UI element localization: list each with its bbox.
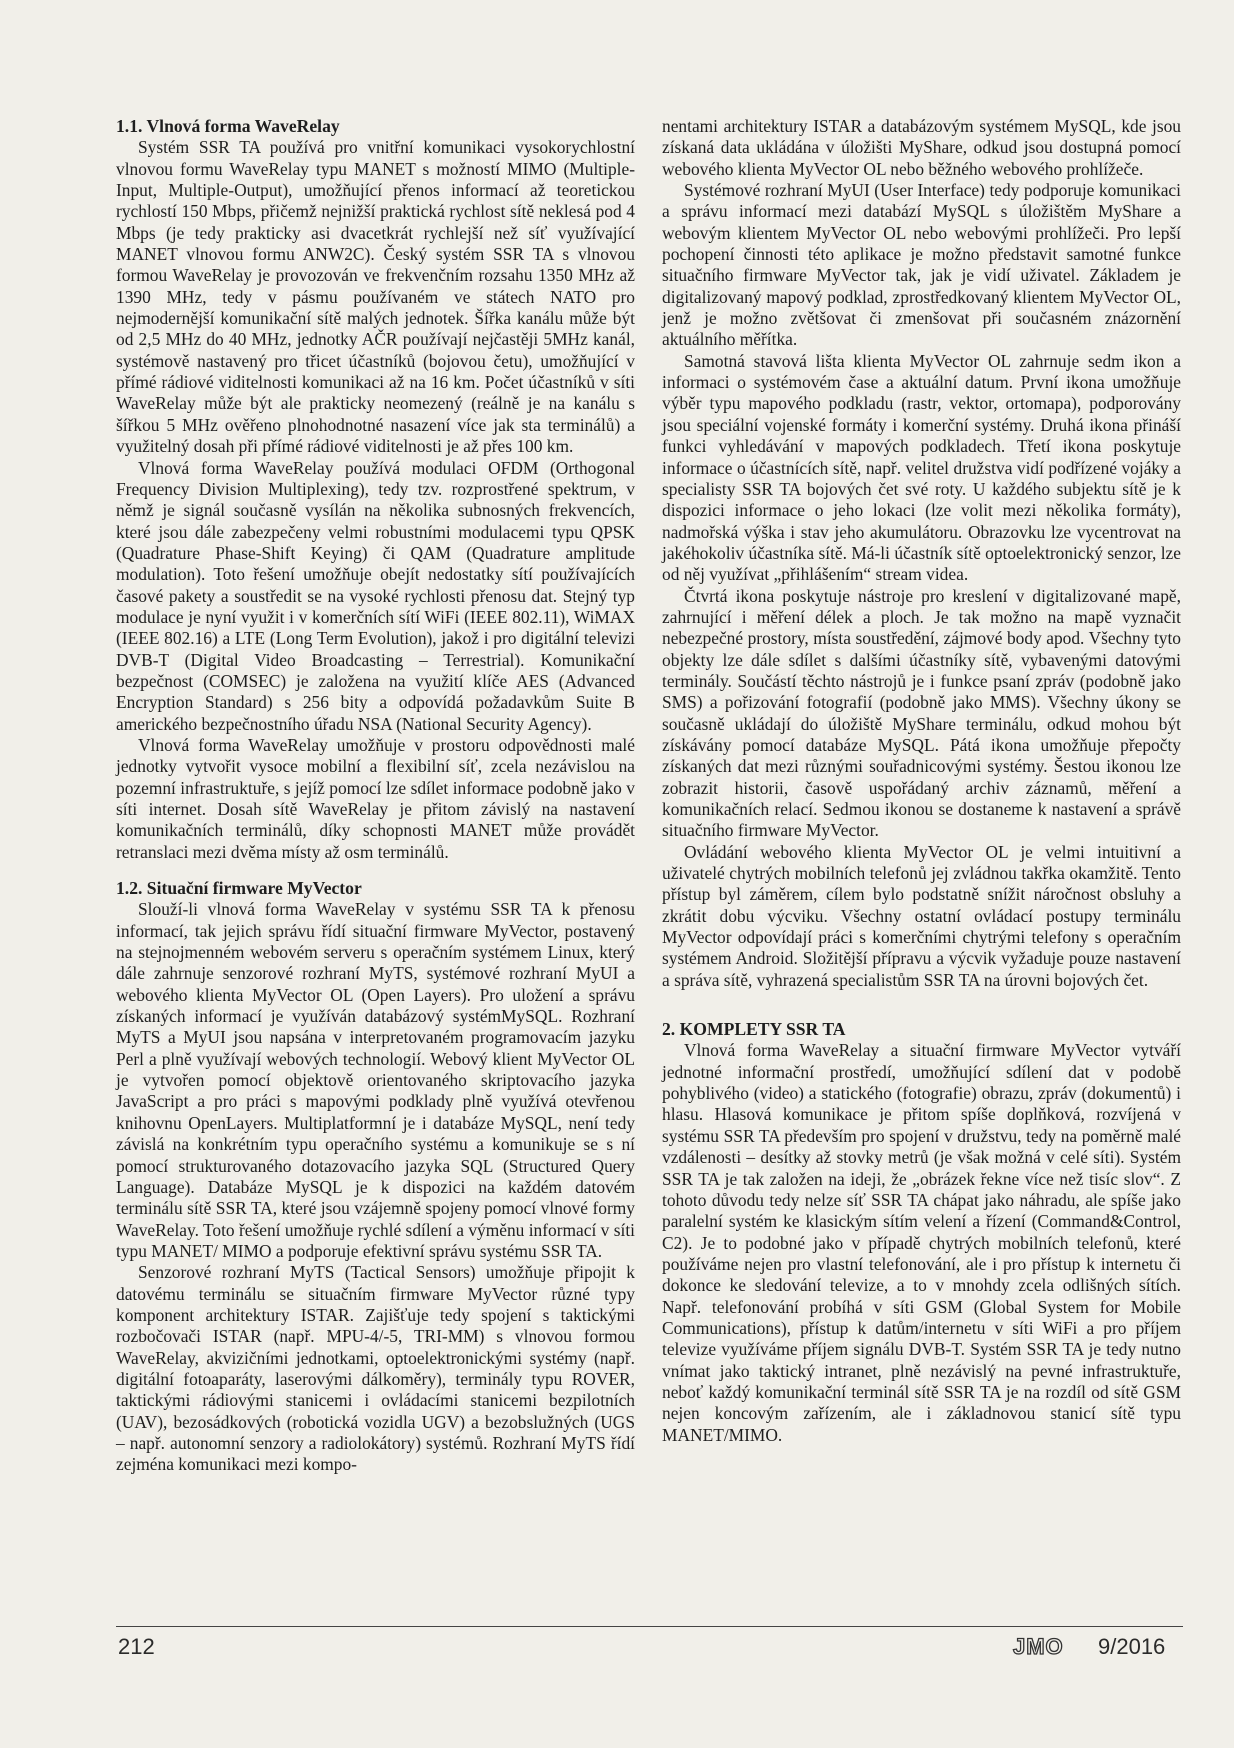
paragraph: Samotná stavová lišta klienta MyVector OL zahrnuje sedm ikon a informaci o systémovém čase a aktuální datum. První ikona umožňuje výběr typu mapového podkladu (rastr, vektor, ortomapa), podporovány jsou speciální vojenské formáty i komerční systémy. Druhá ikona přináší funkci vyhledávání v mapových podkladech. Třetí ikona poskytuje informace o účastnících sítě, např. velitel družstva vidí podřízené vojáky a specialisty SSR TA bojových čet své roty. U každého subjektu sítě je k dispozici informace o jeho lokaci (lze volit mezi několika formáty), nadmořská výška i stav jeho akumulátoru. Obrazovku lze vycentrovat na jakéhokoliv účastníka sítě. Má-li účastník sítě optoelektronický senzor, lze od něj využívat „přihlášením“ stream videa. xyxy=(662,350,1181,585)
right-column xyxy=(662,116,1181,1446)
footer-rule xyxy=(116,1626,1183,1627)
paragraph: nentami architektury ISTAR a databázovým systémem MySQL, kde jsou získaná data ukládána v úložišti MyShare, odkud jsou dostupná pomocí webového klienta MyVector OL nebo běžného webového prohlížeče. xyxy=(662,116,1181,179)
paragraph: Systém SSR TA používá pro vnitřní komunikaci vysokorychlostní vlnovou formu WaveRelay typu MANET s možností MIMO (Multiple-Input, Multiple-Output), umožňující přenos informací až teoretickou rychlostí 150 Mbps, přičemž nejnižší praktická rychlost sítě neklesá pod 4 Mbps (je tedy prakticky asi dvacetkrát rychlejší než síť využívající MANET vlnovou formu ANW2C). Český systém SSR TA s vlnovou formou WaveRelay je provozován ve frekvenčním rozsahu 1350 MHz až 1390 MHz, tedy v pásmu používaném ve státech NATO pro nejmodernější komunikační sítě malých jednotek. Šířka kanálu může být od 2,5 MHz do 40 MHz, jednotky AČR používají nejčastěji 5MHz kanál, systémově nastavený pro třicet účastníků (bojovou četu), umožňující v přímé rádiové viditelnosti komunikaci až na 16 km. Počet účastníků v síti WaveRelay může být ale prakticky neomezený (reálně je na kanálu s šířkou 5 MHz ověřeno plnohodnotné nasazení více jak sta terminálů) a využitelný dosah při přímé rádiové viditelnosti je až přes 100 km. xyxy=(116,137,635,457)
paragraph: Vlnová forma WaveRelay používá modulaci OFDM (Orthogonal Frequency Division Multiplexing), tedy tzv. rozprostřené spektrum, v němž je signál současně vysílán na několika subnosných frekvencích, které jsou dále zabezpečeny velmi robustními modulacemi typu QPSK (Quadrature Phase-Shift Keying) či QAM (Quadrature amplitude modulation). Toto řešení umožňuje obejít nedostatky sítí používajících časové pakety a soustředit se na vysoké rychlosti přenosu dat. Stejný typ modulace je nyní využit i v komerčních sítí WiFi (IEEE 802.11), WiMAX (IEEE 802.16) a LTE (Long Term Evolution), jakož i pro digitální televizi DVB-T (Digital Video Broadcasting – Terrestrial). Komunikační bezpečnost (COMSEC) je založena na využití klíče AES (Advanced Encryption Standard) s 256 bity a odpovídá požadavkům Suite B amerického bezpečnostního úřadu NSA (National Security Agency). xyxy=(116,457,635,734)
paragraph: Systémové rozhraní MyUI (User Interface) tedy podporuje komunikaci a správu informací mezi databází MySQL s úložištěm MyShare a webovým klientem MyVector OL nebo webovými prohlížeči. Pro lepší pochopení činnosti této aplikace je možno představit samotné funkce situačního firmware MyVector tak, jak je vidí uživatel. Základem je digitalizovaný mapový podklad, zprostředkovaný klientem MyVector OL, jenž je možno zvětšovat či zmenšovat při současném znázornění aktuálního měřítka. xyxy=(662,180,1181,350)
issue-number: 9/2016 xyxy=(1098,1634,1166,1659)
section-heading-1-1: 1.1. Vlnová forma WaveRelay xyxy=(116,116,340,136)
page-number: 212 xyxy=(118,1634,155,1659)
paragraph: Ovládání webového klienta MyVector OL je velmi intuitivní a uživatelé chytrých mobilních telefonů jej zvládnou takřka okamžitě. Tento přístup byl záměrem, cílem bylo podstatně snížit náročnost obsluhy a zkrátit dobu výcviku. Všechny ostatní ovládací postupy terminálu MyVector odpovídají práci s komerčními chytrými telefony s operačním systémem Android. Složitější přípravu a výcvik vyžaduje pouze nastavení a správa sítě, vyhrazená specialistům SSR TA na úrovni bojových čet. xyxy=(662,841,1181,990)
paragraph: Slouží-li vlnová forma WaveRelay v systému SSR TA k přenosu informací, tak jejich správu řídí situační firmware MyVector, postavený na stejnojmenném webovém serveru s operačním systémem Linux, který dále zahrnuje senzorové rozhraní MyTS, systémové rozhraní MyUI a webového klienta MyVector OL (Open Layers). Pro uložení a správu získaných informací je využíván databázový systémMySQL. Rozhraní MyTS a MyUI jsou napsána v interpretovaném programovacím jazyku Perl a plně využívají webových technologií. Webový klient MyVector OL je vytvořen pomocí objektově orientovaného skriptovacího jazyka JavaScript a pro práci s mapovými podklady plně využívá otevřenou knihovnu OpenLayers. Multiplatformní je i databáze MySQL, není tedy závislá na konkrétním typu operačního systému a komunikuje se s ní pomocí strukturovaného dotazovacího jazyka SQL (Structured Query Language). Databáze MySQL je k dispozici na každém datovém terminálu sítě SSR TA, které jsou vzájemně spojeny pomocí vlnové formy WaveRelay. Toto řešení umožňuje rychlé sdílení a výměnu informací v síti typu MANET/ MIMO a podporuje efektivní správu systému SSR TA. xyxy=(116,899,635,1261)
journal-logo: JMO xyxy=(1013,1634,1064,1659)
paragraph: Vlnová forma WaveRelay umožňuje v prostoru odpovědnosti malé jednotky vytvořit vysoce mobilní a flexibilní síť, zcela nezávislou na pozemní infrastruktuře, s jejíž pomocí lze sdílet informace podobně jako v síti internet. Dosah sítě WaveRelay je přitom závislý na nastavení komunikačních terminálů, díky schopnosti MANET může provádět retranslaci mezi dvěma místy až osm terminálů. xyxy=(116,734,635,862)
paragraph: Čtvrtá ikona poskytuje nástroje pro kreslení v digitalizované mapě, zahrnující i měření délek a ploch. Je tak možno na mapě vyznačit nebezpečné prostory, místa soustředění, zájmové body apod. Všechny tyto objekty lze dále sdílet s dalšími účastníky sítě, vybavenými datovými terminály. Součástí těchto nástrojů je i funkce psaní zpráv (podobně jako SMS) a pořizování fotografií (podobně jako MMS). Všechny úkony se současně ukládají do úložiště MyShare terminálu, odkud mohou být získávány pomocí databáze MySQL. Pátá ikona umožňuje přepočty získaných dat mezi různými souřadnicovými systémy. Šestou ikonou lze zobrazit historii, časově uspořádaný archiv záznamů, měření a komunikačních relací. Sedmou ikonou se dostaneme k nastavení a správě situačního firmware MyVector. xyxy=(662,585,1181,841)
section-heading-1-2: 1.2. Situační firmware MyVector xyxy=(116,878,362,899)
section-heading-2: 2. KOMPLETY SSR TA xyxy=(662,1019,846,1040)
left-column xyxy=(116,116,635,1476)
paragraph: Senzorové rozhraní MyTS (Tactical Sensors) umožňuje připojit k datovému terminálu se situačním firmware MyVector různé typy komponent architektury ISTAR. Zajišťuje tedy spojení s taktickými rozbočovači ISTAR (např. MPU-4/-5, TRI-MM) s vlnovou formou WaveRelay, akvizičními jednotkami, optoelektronickými systémy (např. digitální fotoaparáty, laserovými dálkoměry), terminály typu ROVER, taktickými rádiovými stanicemi i ovládacími stanicemi bezpilotních (UAV), bezosádkových (robotická vozidla UGV) a bezobslužných (UGS – např. autonomní senzory a radiolokátory) systémů. Rozhraní MyTS řídí zejména komunikaci mezi kompo- xyxy=(116,1262,635,1475)
paragraph: Vlnová forma WaveRelay a situační firmware MyVector vytváří jednotné informační prostředí, umožňující sdílení dat v podobě pohyblivého (video) a statického (fotografie) obrazu, zpráv (dokumentů) i hlasu. Hlasová komunikace je přitom spíše doplňková, rozvíjená v systému SSR TA především pro spojení v družstvu, tedy na poměrně malé vzdálenosti – desítky až stovky metrů (je však možná v celé síti). Systém SSR TA je tak založen na ideji, že „obrázek řekne více než tisíc slov“. Z tohoto důvodu tedy nelze síť SSR TA chápat jako náhradu, ale spíše jako paralelní systém ke klasickým sítím velení a řízení (Command&Control, C2). Je to podobné jako v případě chytrých mobilních telefonů, které používáme nejen pro vlastní telefonování, ale i pro přístup k internetu či dokonce ke sledování televize, a to v mnohdy zcela odlišných sítích. Např. telefonování probíhá v síti GSM (Global System for Mobile Communications), přístup k datům/internetu v síti WiFi a pro příjem televize využíváme příjem signálu DVB-T. Systém SSR TA je tedy nutno vnímat jako taktický intranet, plně nezávislý na pevné infrastruktuře, neboť každý komunikační terminál sítě SSR TA je na rozdíl od sítě GSM nejen koncovým zařízením, ale i základnovou stanicí sítě typu MANET/MIMO. xyxy=(662,1040,1181,1445)
